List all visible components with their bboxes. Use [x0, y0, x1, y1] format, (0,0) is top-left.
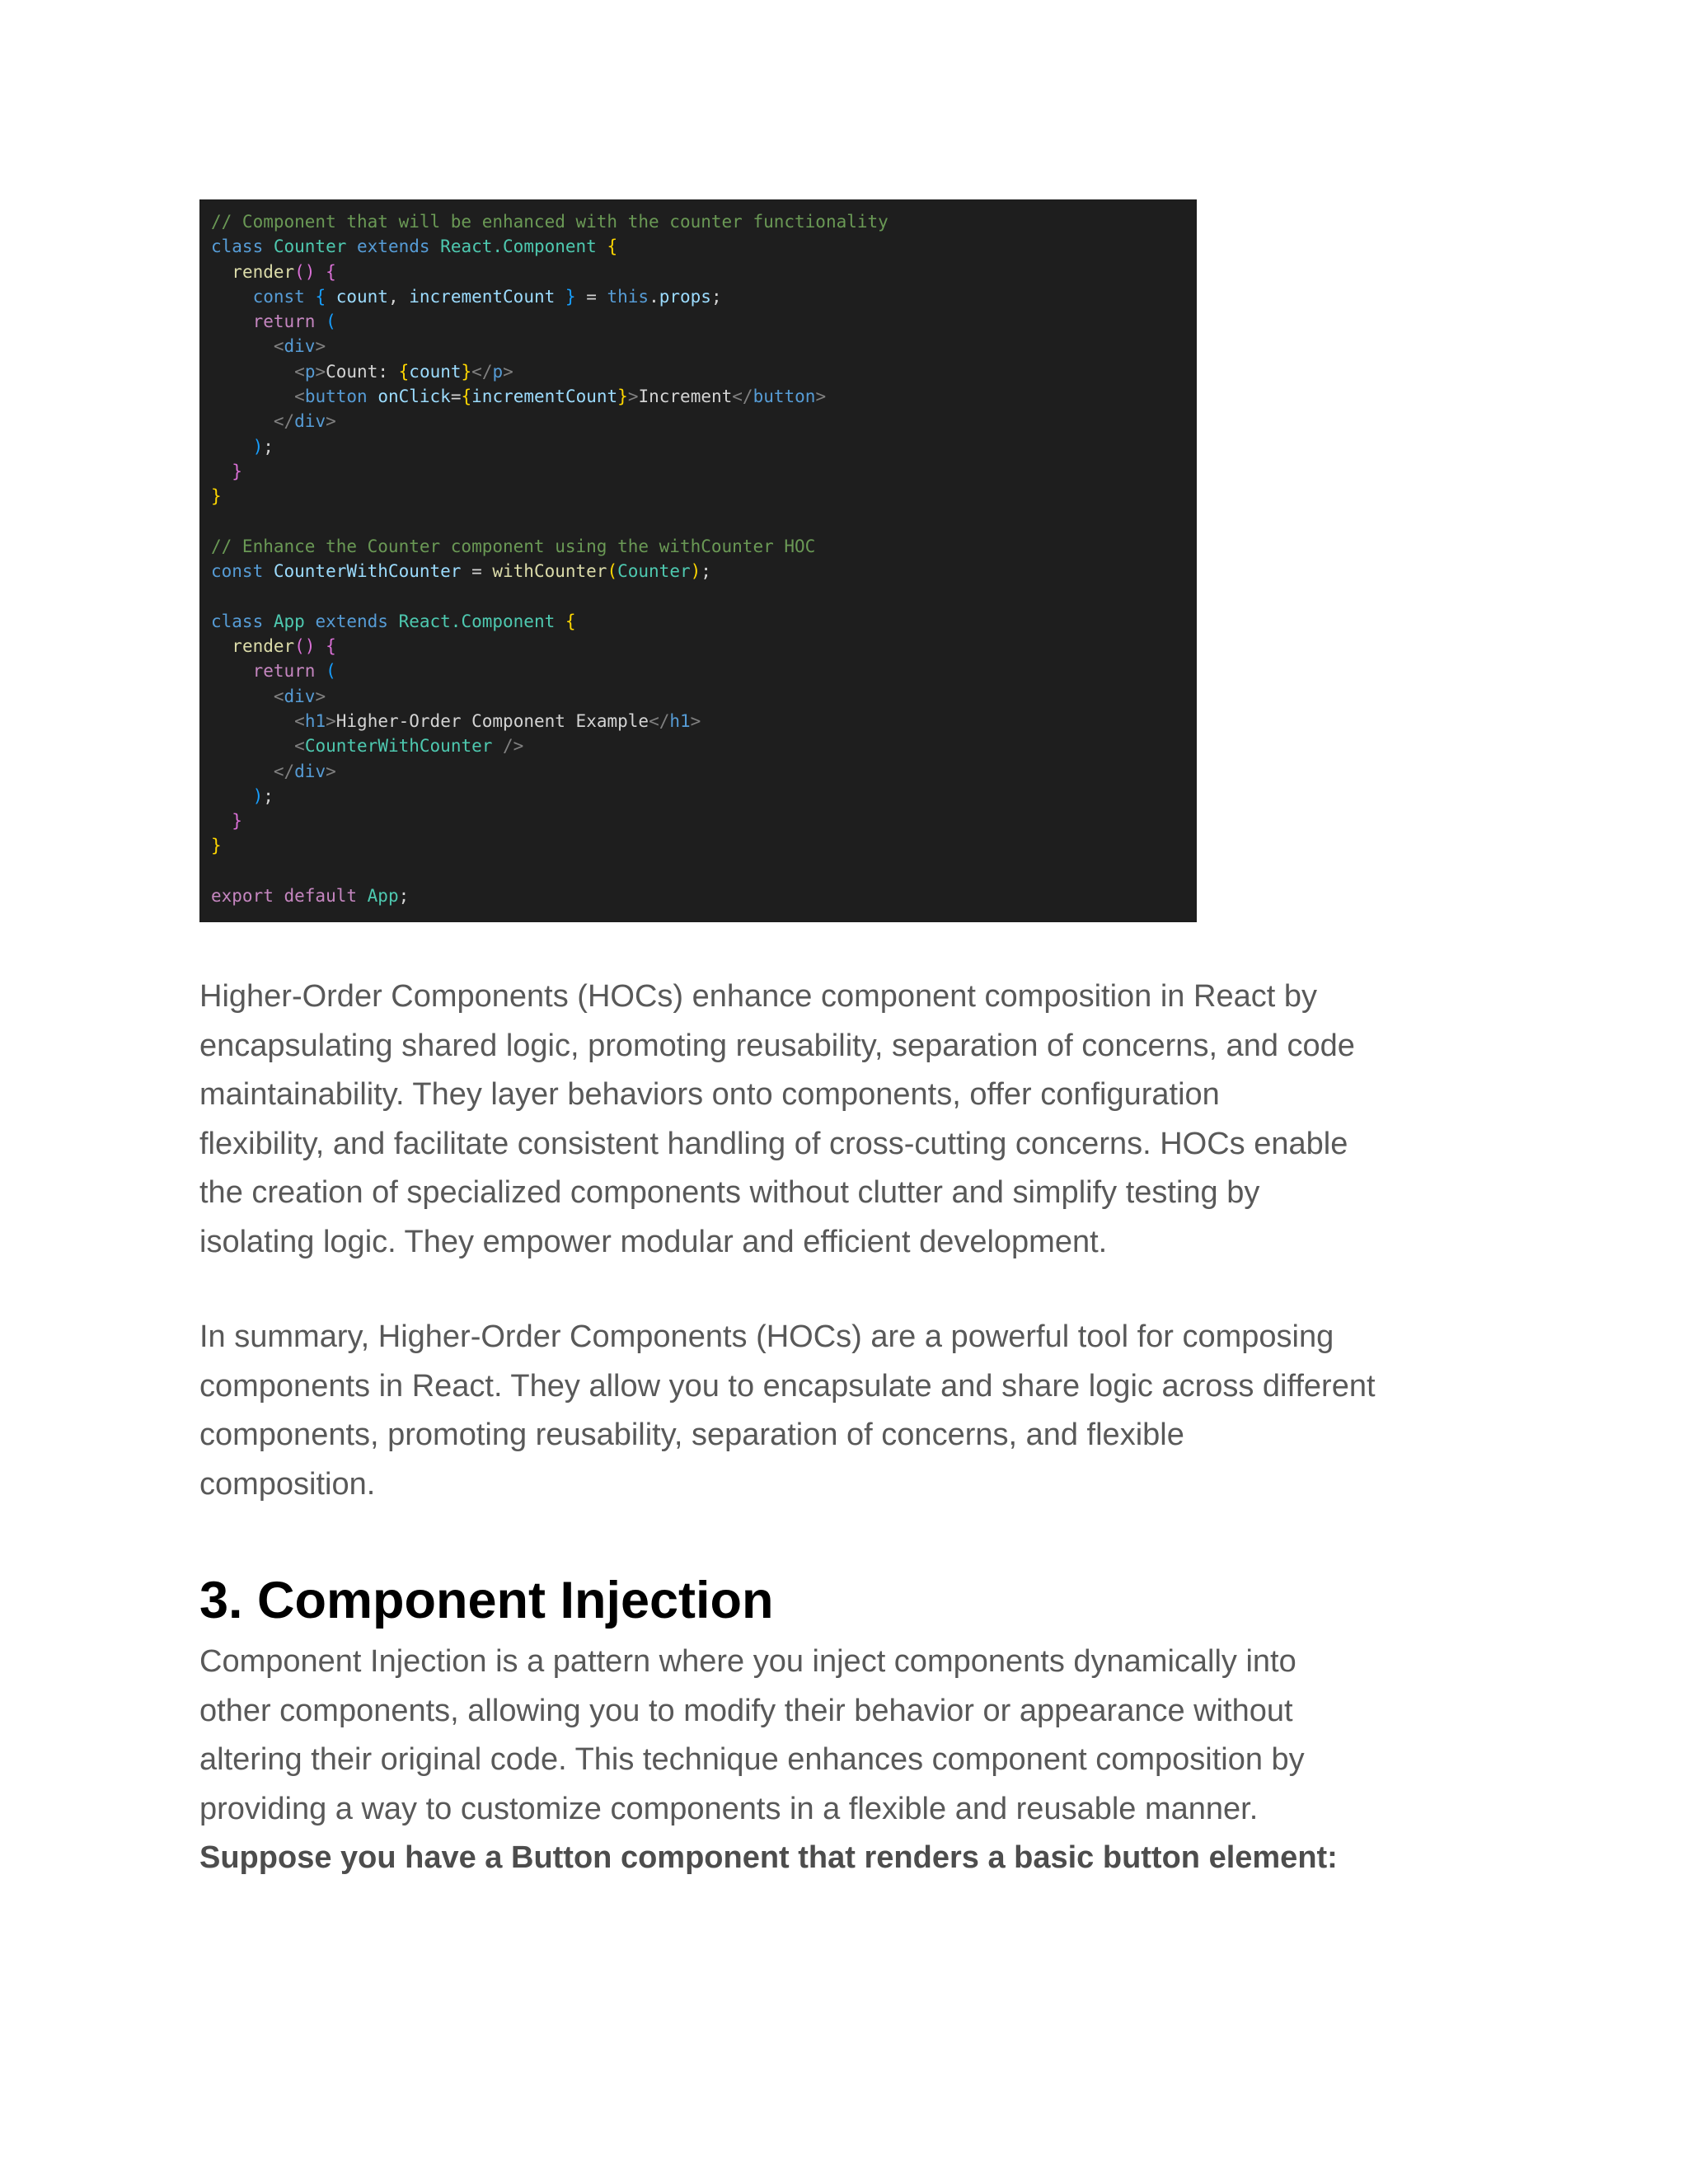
text-line: composition.	[199, 1466, 376, 1502]
text-line: encapsulating shared logic, promoting reusability, separation of concerns, and code	[199, 1028, 1355, 1063]
code-line: class Counter extends React.Component {	[211, 237, 618, 257]
code-line: // Component that will be enhanced with the counter functionality	[211, 212, 889, 232]
code-line: const { count, incrementCount } = this.props;	[252, 286, 722, 307]
text-line: Component Injection is a pattern where you inject components dynamically into	[199, 1644, 1296, 1679]
code-line	[211, 583, 1185, 608]
code-line: const CounterWithCounter = withCounter(Counter);	[211, 561, 711, 582]
text-line: maintainability. They layer behaviors onto components, offer configuration	[199, 1077, 1220, 1112]
code-line: }	[232, 811, 242, 832]
code-line: <button onClick={incrementCount}>Increment</button>	[294, 387, 827, 407]
text-line: other components, allowing you to modify their behavior or appearance without	[199, 1693, 1293, 1728]
paragraph-hoc-benefits	[199, 972, 1518, 1267]
code-line: <h1>Higher-Order Component Example</h1>	[294, 710, 701, 731]
code-line: }	[211, 836, 222, 856]
code-line: render() {	[232, 636, 336, 657]
text-line: components, promoting reusability, separation of concerns, and flexible	[199, 1418, 1184, 1452]
code-line: export default App;	[211, 886, 410, 907]
paragraph-component-injection	[199, 1638, 1518, 1883]
code-line: class App extends React.Component {	[211, 611, 576, 631]
code-line: }	[211, 486, 222, 507]
code-line: );	[252, 436, 274, 457]
code-screenshot	[199, 199, 1197, 922]
text-line: altering their original code. This technique enhances component composition by	[199, 1742, 1305, 1777]
text-line: flexibility, and facilitate consistent handling of cross-cutting concerns. HOCs enable	[199, 1126, 1348, 1161]
code-line: <div>	[273, 336, 326, 357]
code-line: }	[232, 461, 242, 481]
code-line: return (	[252, 661, 336, 682]
code-line: <CounterWithCounter />	[294, 736, 524, 757]
code-line	[211, 859, 1185, 883]
text-line: In summary, Higher-Order Components (HOCs) are a powerful tool for composing	[199, 1319, 1334, 1354]
text-line: components in React. They allow you to encapsulate and share logic across different	[199, 1368, 1376, 1404]
paragraph-summary	[199, 1313, 1518, 1509]
code-line: </div>	[273, 761, 336, 781]
code-line	[211, 509, 1185, 534]
code-line: <div>	[273, 686, 326, 706]
code-line: return (	[252, 312, 336, 332]
text-line: isolating logic. They empower modular and efficient development.	[199, 1224, 1108, 1259]
code-line: );	[252, 785, 274, 806]
code-line: </div>	[273, 411, 336, 432]
text-line: the creation of specialized components without clutter and simplify testing by	[199, 1175, 1260, 1210]
code-line: render() {	[232, 261, 336, 282]
text-line: Higher-Order Components (HOCs) enhance component composition in React by	[199, 979, 1317, 1014]
section-heading: 3. Component Injection	[199, 1572, 774, 1629]
bold-intro-line: Suppose you have a Button component that renders a basic button element:	[199, 1840, 1338, 1875]
text-line: providing a way to customize components in a flexible and reusable manner.	[199, 1791, 1259, 1826]
code-line: // Enhance the Counter component using the withCounter HOC	[211, 536, 816, 556]
code-line: <p>Count: {count}</p>	[294, 361, 513, 382]
